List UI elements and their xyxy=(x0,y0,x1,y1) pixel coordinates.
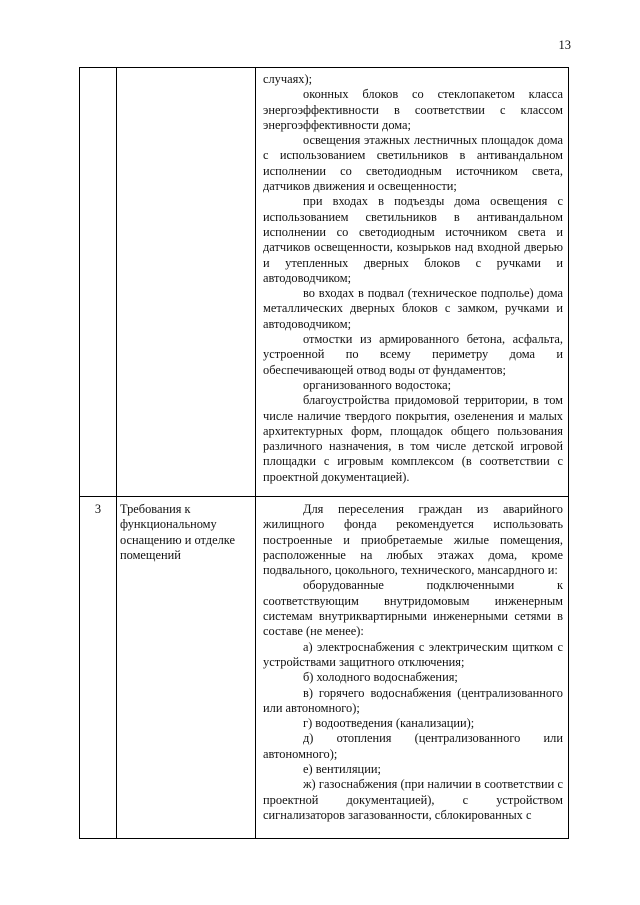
requirement-text: организованного водостока; xyxy=(303,377,452,392)
requirement-text: благоустройства придомовой территории, в том числе наличие твердого покрытия, озеленения и малых архитектурных форм, площадок общего пользования различного назначения, в том числе детской игровой площадки с игровым комплексом (в соответствии с проектной документацией). xyxy=(263,393,563,484)
requirement-text: освещения этажных лестничных площадок дома с использованием светильников в антивандальном исполнении со светодиодным источником света, датчиков движения и освещенности; xyxy=(263,133,563,194)
row-3-requirements xyxy=(263,502,563,823)
row-divider xyxy=(80,496,568,497)
requirement-text: Для переселения граждан из аварийного жилищного фонда рекомендуется использовать построенные и приобретаемые жилые помещения, расположенные на любых этажах дома, кроме подвального, цокольного, технического, мансардного и: xyxy=(263,502,563,578)
requirement-text: оконных блоков со стеклопакетом класса энергоэффективности в соответствии с классом энергоэффективности дома; xyxy=(263,87,563,132)
column-divider-number xyxy=(116,68,117,838)
requirement-text: г) водоотведения (канализации); xyxy=(303,716,475,731)
requirement-text: ж) газоснабжения (при наличии в соответствии с проектной документацией), с устройством сигнализаторов загазованности, сблокированных с xyxy=(263,777,563,822)
requirement-text: оборудованные подключенными к соответствующим внутридомовым инженерным системам внутриквартирными инженерными сетями в составе (не менее): xyxy=(263,578,563,639)
requirements-table xyxy=(79,67,569,839)
requirement-text: д) отопления (централизованного или автономного); xyxy=(263,731,563,761)
requirement-text: при входах в подъезды дома освещения с использованием светильников в антивандальном исполнении со светодиодным источником света и датчиков освещенности, козырьков над входной дверью и утепленных дверных блоков с ручками и автодоводчиком; xyxy=(263,194,563,285)
requirement-text: во входах в подвал (техническое подполье) дома металлических дверных блоков с замком, ручками и автодоводчиком; xyxy=(263,286,563,331)
requirement-text: а) электроснабжения с электрическим щитком с устройствами защитного отключения; xyxy=(263,639,563,669)
requirement-text: в) горячего водоснабжения (централизованного или автономного); xyxy=(263,685,563,715)
row-title: Требования к функциональному оснащению и отделке помещений xyxy=(120,502,236,562)
column-divider-title xyxy=(255,68,256,838)
requirement-text: отмостки из армированного бетона, асфальта, устроенной по всему периметру дома и обеспечивающей отвод воды от фундаментов; xyxy=(263,332,563,377)
row-number: 3 xyxy=(94,502,102,516)
page-number: 13 xyxy=(558,38,571,52)
requirement-text: случаях); xyxy=(263,72,313,86)
requirement-text: е) вентиляции; xyxy=(303,762,381,777)
requirement-text: б) холодного водоснабжения; xyxy=(303,670,458,685)
continued-row-requirements xyxy=(263,72,563,485)
